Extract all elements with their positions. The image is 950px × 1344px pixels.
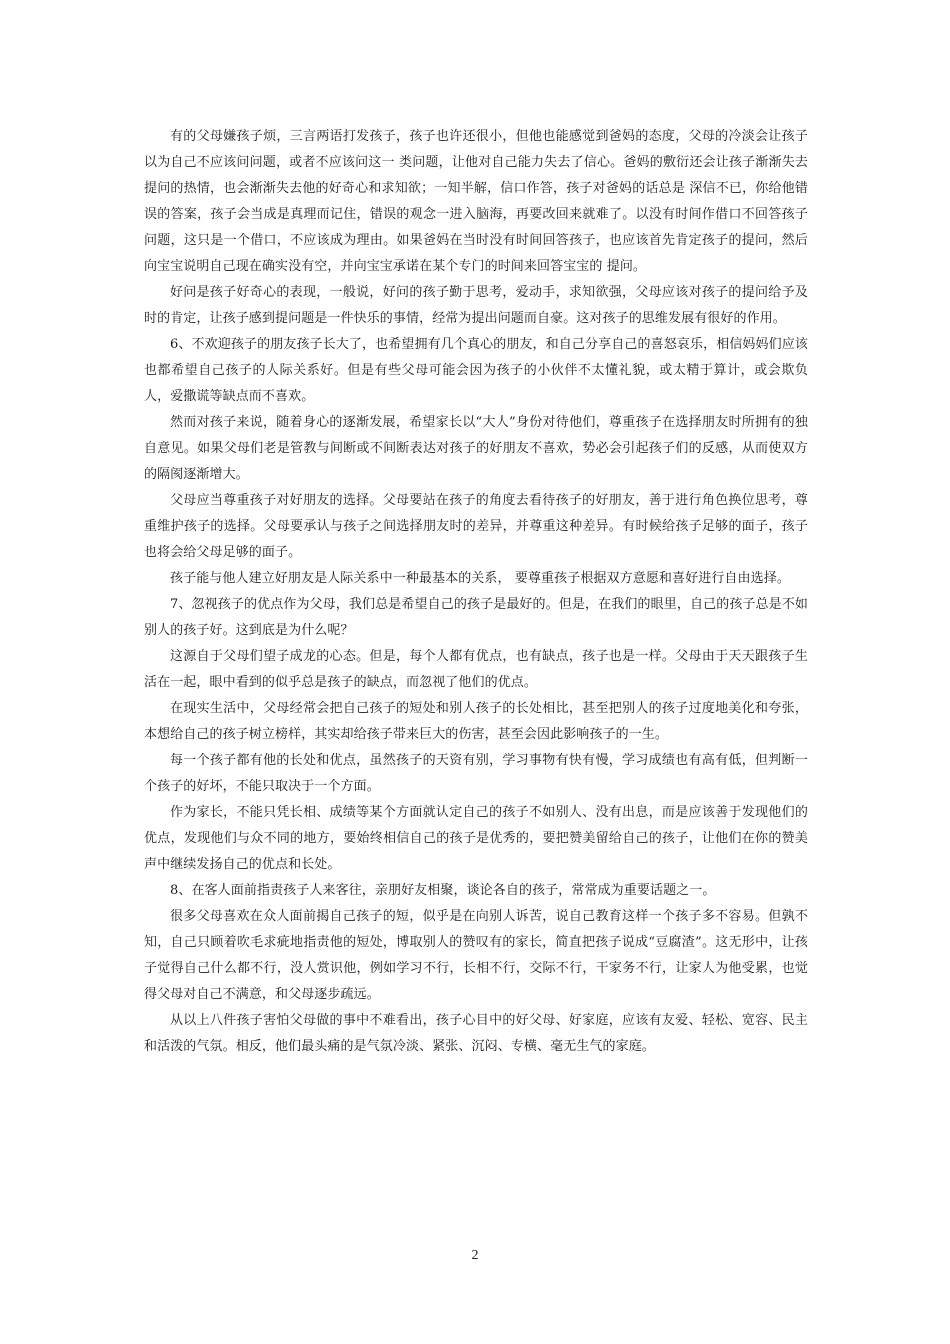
paragraph: 孩子能与他人建立好朋友是人际关系中一种最基本的关系， 要尊重孩子根据双方意愿和喜好进行自由选择。 [170,571,790,586]
paragraph-section-8: 8、在客人面前指责孩子人来客往，亲朋好友相聚，谈论各自的孩子，常常成为重要话题之一。 [170,883,716,898]
paragraph: 好问是孩子好奇心的表现，一般说，好问的孩子勤于思考，爱动手，求知欲强，父母应该对孩子的提问给予及时的肯定，让孩子感到提问题是一件快乐的事情，经常为提出问题而自豪。这对孩子的思维发展有很好的作用。 [144,285,808,326]
paragraph-section-6: 6、不欢迎孩子的朋友孩子长大了，也希望拥有几个真心的朋友，和自己分享自己的喜怒哀乐，相信妈妈们应该也都希望自己孩子的人际关系好。但是有些父母可能会因为孩子的小伙伴不太懂礼貌，或太精于算计，或会欺负人，爱撒谎等缺点而不喜欢。 [144,337,808,404]
page-number: 2 [471,1248,479,1263]
paragraph: 每一个孩子都有他的长处和优点，虽然孩子的天资有别，学习事物有快有慢，学习成绩也有高有低，但判断一个孩子的好坏，不能只取决于一个方面。 [144,753,808,794]
paragraph: 作为家长，不能只凭长相、成绩等某个方面就认定自己的孩子不如别人、没有出息，而是应该善于发现他们的优点，发现他们与众不同的地方，要始终相信自己的孩子是优秀的，要把赞美留给自己的孩子，让他们在你的赞美声中继续发扬自己的优点和长处。 [144,805,808,872]
paragraph: 父母应当尊重孩子对好朋友的选择。父母要站在孩子的角度去看待孩子的好朋友，善于进行角色换位思考，尊重维护孩子的选择。父母要承认与孩子之间选择朋友时的差异，并尊重这种差异。有时候给孩子足够的面子，孩子也将会给父母足够的面子。 [144,493,808,560]
paragraph: 有的父母嫌孩子烦，三言两语打发孩子，孩子也许还很小，但他也能感觉到爸妈的态度，父母的冷淡会让孩子以为自己不应该问问题，或者不应该问这一 类问题，让他对自己能力失去了信心。爸妈的敷衍还会让孩子渐渐失去提问的热情，也会渐渐失去他的好奇心和求知欲；一知半解，信口作答，孩子对爸妈的话总是 深信不已，你给他错误的答案，孩子会当成是真理而记住，错误的观念一进入脑海，再要改回来就难了。以没有时间作借口不回答孩子问题，这只是一个借口，不应该成为理由。如果爸妈在当时没有时间回答孩子，也应该首先肯定孩子的提问，然后向宝宝说明自己现在确实没有空，并向宝宝承诺在某个专门的时间来回答宝宝的 提问。 [144,129,808,274]
paragraph-section-7: 7、忽视孩子的优点作为父母，我们总是希望自己的孩子是最好的。但是，在我们的眼里，自己的孩子总是不如别人的孩子好。这到底是为什么呢？ [144,597,808,638]
paragraph: 在现实生活中，父母经常会把自己孩子的短处和别人孩子的长处相比，甚至把别人的孩子过度地美化和夸张，本想给自己的孩子树立榜样，其实却给孩子带来巨大的伤害，甚至会因此影响孩子的一生。 [144,701,808,742]
paragraph: 这源自于父母们望子成龙的心态。但是，每个人都有优点，也有缺点，孩子也是一样。父母由于天天跟孩子生活在一起，眼中看到的似乎总是孩子的缺点，而忽视了他们的优点。 [144,649,808,690]
paragraph-conclusion: 从以上八件孩子害怕父母做的事中不难看出，孩子心目中的好父母、好家庭，应该有友爱、轻松、宽容、民主和活泼的气氛。相反，他们最头痛的是气氛冷淡、紧张、沉闷、专横、毫无生气的家庭。 [144,1013,808,1054]
paragraph: 然而对孩子来说，随着身心的逐渐发展，希望家长以“大人”身份对待他们，尊重孩子在选择朋友时所拥有的独自意见。如果父母们老是管教与间断或不间断表达对孩子的好朋友不喜欢，势必会引起孩子们的反感，从而使双方的隔阂逐渐增大。 [144,415,808,482]
document-body [144,124,808,1060]
paragraph: 很多父母喜欢在众人面前揭自己孩子的短，似乎是在向别人诉苦，说自己教育这样一个孩子多不容易。但孰不知，自己只顾着吹毛求疵地指责他的短处，博取别人的赞叹有的家长，简直把孩子说成“豆腐渣”。这无形中，让孩子觉得自己什么都不行，没人赏识他，例如学习不行，长相不行，交际不行，干家务不行，让家人为他受累，也觉得父母对自己不满意，和父母逐步疏远。 [144,909,808,1002]
